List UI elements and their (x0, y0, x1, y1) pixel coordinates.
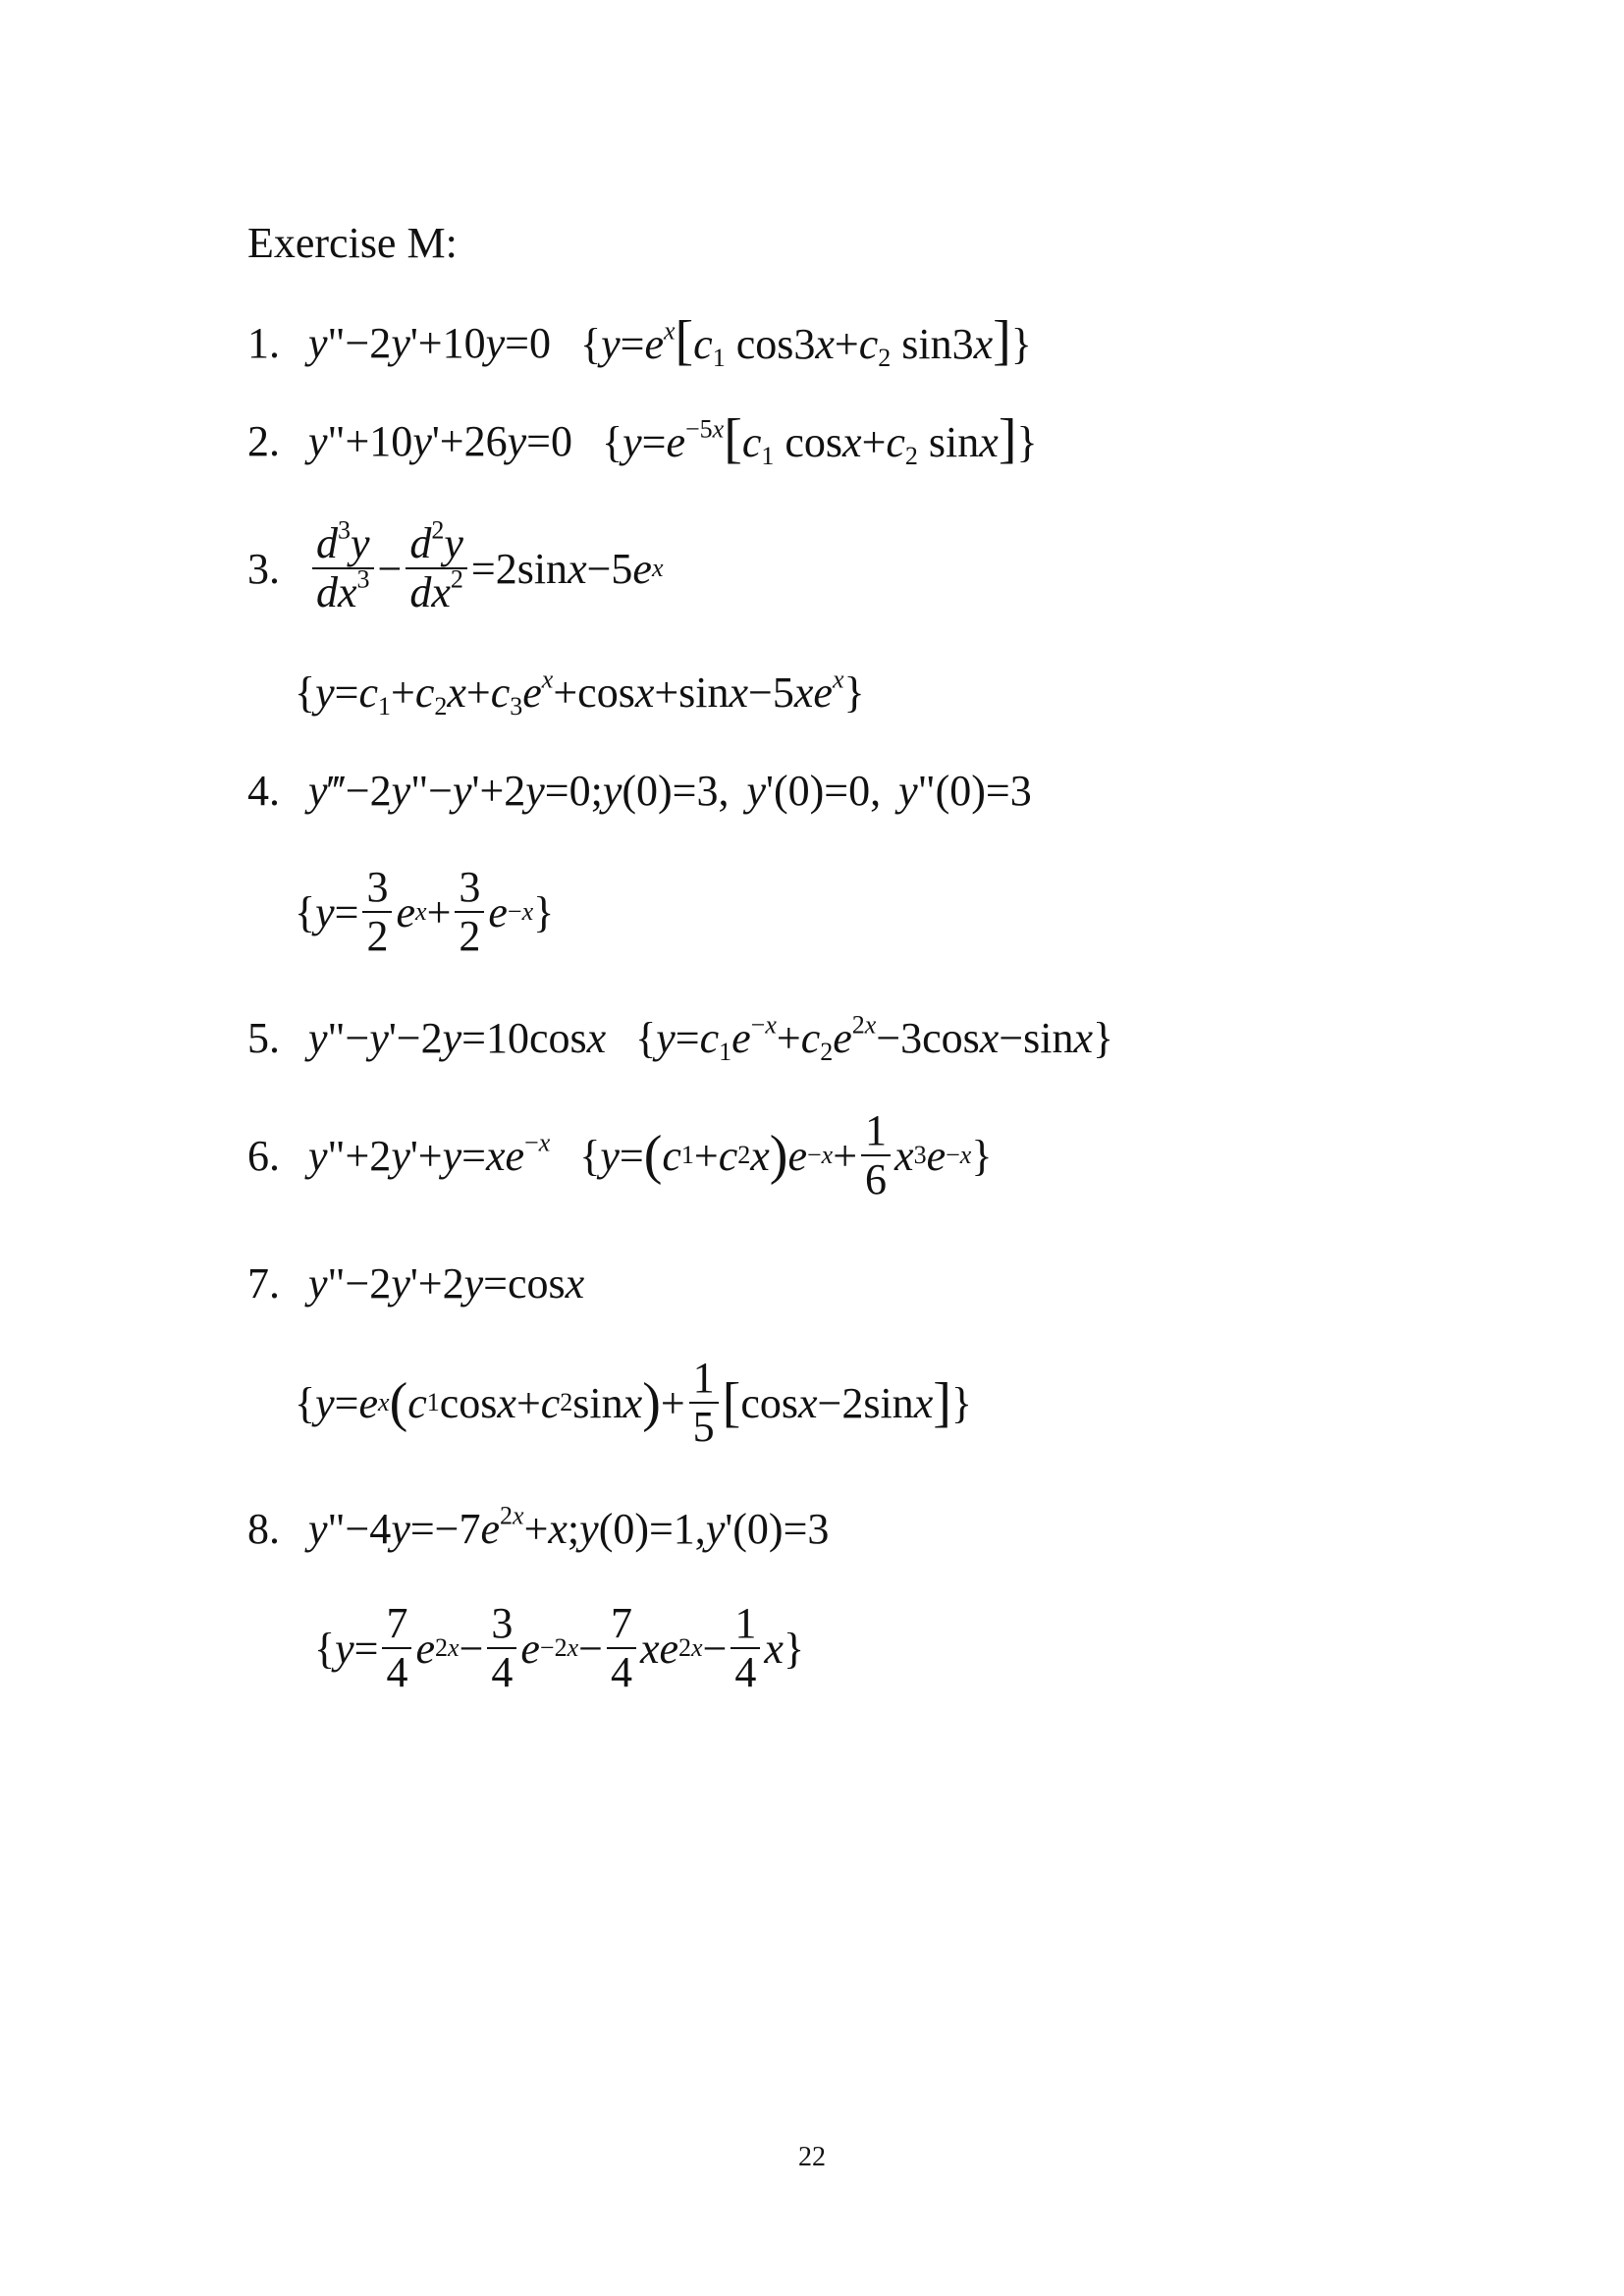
exercise-item-7 (247, 1258, 584, 1308)
item-answer: {$y=e^x[c_1$ $\cos 3x+c_2$ sin3x]} (579, 310, 1032, 372)
exercise-item-3 (247, 515, 664, 617)
item-answer: { y = e x ( c 1 cos x + c 2 sin x ) + $\frac{1}{5}$ [ cos x −2sin x ] } (295, 1354, 972, 1452)
item-number: 7. (247, 1259, 280, 1308)
item-number: 8. (247, 1505, 280, 1553)
item-equation: y"−2y'+2y=cosx (308, 1259, 585, 1308)
item-equation: $y"+2y'+y=xe^{-x}$ (308, 1128, 551, 1180)
page-number: 22 (798, 2142, 826, 2172)
exercise-title: Exercise M: (247, 219, 458, 267)
item-answer: $\{y=c_1e^{-x}+c_2e^{2x}-3\cos x-\sin x\}$ (635, 1010, 1114, 1066)
item-number: 4. (247, 767, 280, 815)
item-equation: $y"-4y=-7e^{2x}+x;y(0)=1,y'(0)=3$ (308, 1501, 830, 1553)
item-number: 1. (247, 318, 280, 367)
item-answer: {$y=e^{-5x}[c_1$ $\cos x+c_2$ sinx]} (601, 408, 1038, 470)
item-equation: y‴−2y"−y'+2y=0;y(0)=3, y'(0)=0, y"(0)=3 (308, 767, 1032, 815)
exercise-item-2 (247, 408, 1038, 470)
item-equation: y"−y'−2y=10cosx (308, 1014, 607, 1062)
exercise-item-8 (247, 1501, 830, 1554)
exercise-item-1 (247, 310, 1032, 372)
exercise-item-4 (247, 766, 1032, 816)
item-number: 5. (247, 1014, 280, 1062)
item-answer: { y = ( c 1 + c 2 x ) e −x + $\frac{1}{6}$ x 3 e −x } (579, 1106, 993, 1204)
exercise-item-7-answer (295, 1355, 972, 1452)
exercise-item-6 (247, 1107, 992, 1204)
item-equation: y"+10y'+26y=0 (308, 416, 572, 465)
item-number: 6. (247, 1131, 280, 1180)
item-answer: $\{y=c_1+c_2x+c_3e^x+\cos x+\sin x-5xe^x\}$ (295, 665, 865, 721)
exercise-item-5 (247, 1010, 1114, 1066)
item-number: 2. (247, 416, 280, 465)
item-equation: y"−2y'+10y=0 (308, 318, 551, 367)
item-number: 3. (247, 544, 280, 593)
exercise-item-3-answer (295, 665, 865, 721)
item-answer: { y = $\frac{3}{2}$ e x + $\frac{3}{2}$ e −x } (295, 863, 555, 961)
item-equation: $\frac{d^3y}{dx^3}$ − $\frac{d^2y}{dx^2}$ =2sin x −5 e x (308, 520, 664, 617)
exercise-item-4-answer (295, 864, 554, 961)
exercise-item-8-answer (314, 1600, 804, 1697)
item-answer: { y = $\frac{7}{4}$ e 2x − $\frac{3}{4}$ e −2x − $\frac{7}{4}$ xe 2x − $\frac{1}{4}$ x } (314, 1599, 805, 1697)
